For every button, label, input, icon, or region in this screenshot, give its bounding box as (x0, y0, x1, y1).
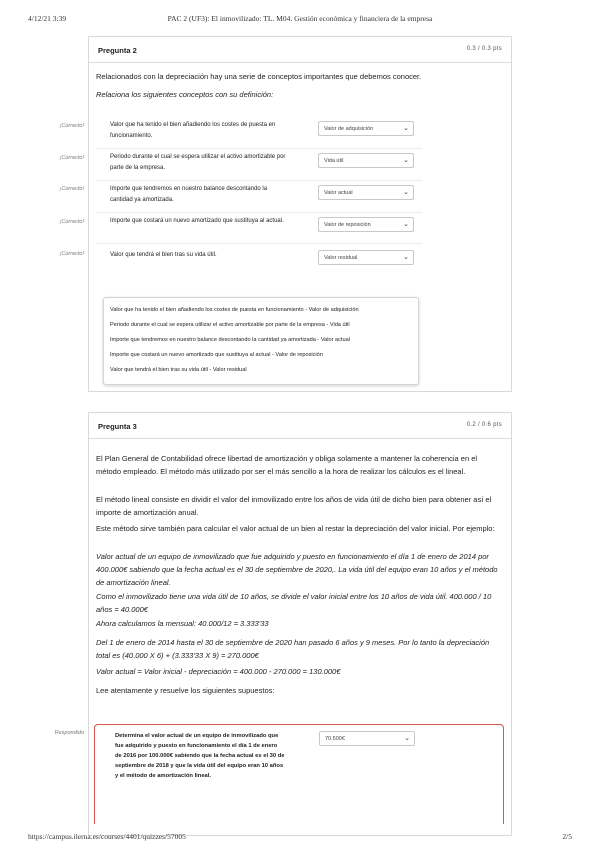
print-datetime: 4/12/21 3:39 (28, 14, 67, 23)
select-value: Valor de adquisición (324, 126, 374, 132)
question-3-example: Ahora calculamos la mensual: 40.000/12 = 3.333'33 (96, 619, 269, 628)
question-3-header (89, 413, 511, 439)
chevron-down-icon: ⌄ (403, 221, 409, 228)
chevron-down-icon: ⌄ (403, 189, 409, 196)
question-3-paragraph: Lee atentamente y resuelve los siguientes supuestos: (96, 686, 275, 695)
question-2-title: Pregunta 2 (98, 46, 137, 55)
print-page-number: 2/5 (562, 832, 572, 841)
question-3-paragraph: Este método sirve también para calcular el valor actual de un bien al restar la depreciación del valor inicial. Por ejemplo: (96, 524, 495, 533)
match-statement: Importe que tendremos en nuestro balance descontando la cantidad ya amortizada. (110, 186, 268, 203)
select-value: Valor residual (324, 255, 358, 261)
match-select[interactable] (318, 153, 414, 168)
answer-line: Valor que tendrá el bien tras su vida útil - Valor residual (110, 367, 247, 373)
question-2-header (89, 37, 511, 63)
question-3-score: 0.2 / 0.6 pts (466, 422, 502, 428)
answer-line: Valor que ha tenido el bien añadiendo los costes de puesta en funcionamiento - Valor de adquisición (110, 307, 359, 313)
sub-question-select[interactable] (319, 731, 415, 746)
question-2-intro: Relacionados con la depreciación hay una serie de conceptos importantes que debemos conocer. (96, 72, 422, 81)
row-5-status: ¡Correcto! (59, 251, 84, 257)
match-statement: Periodo durante el cual se espera utilizar el activo amortizable por parte de la empresa. (110, 154, 286, 171)
row-divider (96, 180, 422, 181)
match-select[interactable] (318, 121, 414, 136)
row-1-status: ¡Correcto! (59, 123, 84, 129)
select-value: 70.500€ (325, 736, 345, 742)
sub-question-statement: Determina el valor actual de un equipo de inmovilizado que fue adquirido y puesto en funcionamiento el día 1 de enero de 2016 por 100.000€ sabiendo que la fecha actual es el 30 de septiembre de 2018 y que la vida útil del equipo eran 10 años y el método de amortización lineal. (115, 733, 285, 779)
match-statement: Valor que tendrá el bien tras su vida útil. (110, 252, 217, 258)
question-3-paragraph: El Plan General de Contabilidad ofrece libertad de amortización y obliga solamente a mantener la coherencia en el método empleado. El método más utilizado por ser el más sencillo a la hora de realizar los cálculos es el lineal. (96, 454, 478, 476)
row-4-status: ¡Correcto! (59, 219, 84, 225)
chevron-down-icon: ⌄ (403, 125, 409, 132)
sub-question-status: Respondido (54, 730, 84, 736)
question-3-example: Valor actual = Valor inicial - depreciación = 400.000 - 270.000 = 130.000€ (96, 667, 341, 676)
row-2-status: ¡Correcto! (59, 155, 84, 161)
print-url: https://campus.ilerna.es/courses/4401/quizzes/57005 (28, 832, 186, 841)
print-title: PAC 2 (UF3): El inmovilizado: TL. M04. Gestión económica y financiera de la empresa (167, 14, 433, 23)
answer-line: Periodo durante el cual se espera utilizar el activo amortizable por parte de la empresa - Vida útil (110, 322, 350, 328)
sub-question-box (94, 724, 504, 824)
row-divider (96, 243, 422, 244)
question-3-example: Valor actual de un equipo de inmovilizado que fue adquirido y puesto en funcionamiento el día 1 de enero de 2014 por 400.000€ sabiendo que la fecha actual es el 30 de septiembre de 2020,. La vida útil del equipo eran 10 años y el método de amortización lineal. (96, 552, 498, 587)
chevron-down-icon: ⌄ (403, 254, 409, 261)
chevron-down-icon: ⌄ (404, 735, 410, 742)
match-select[interactable] (318, 250, 414, 265)
chevron-down-icon: ⌄ (403, 157, 409, 164)
select-value: Vida útil (324, 158, 344, 164)
question-3-example: Del 1 de enero de 2014 hasta el 30 de septiembre de 2020 han pasado 6 años y 9 meses. Por lo tanto la depreciación total es (40.000 X 6) + (3.333'33 X 9) = 270.000€ (96, 638, 490, 660)
question-2-score: 0.3 / 0.3 pts (466, 46, 502, 52)
select-value: Valor de reposición (324, 222, 371, 228)
match-select[interactable] (318, 217, 414, 232)
match-statement: Valor que ha tenido el bien añadiendo los costes de puesta en funcionamiento. (110, 122, 276, 139)
row-3-status: ¡Correcto! (59, 186, 84, 192)
match-select[interactable] (318, 185, 414, 200)
question-3-example: Como el inmovilizado tiene una vida útil de 10 años, se divide el valor inicial entre los 10 años de vida útil. 400.000 / 10 años = 40.000€ (96, 592, 492, 614)
correct-answers-box (103, 297, 419, 385)
question-2-instruction: Relaciona los siguientes conceptos con su definición: (96, 90, 274, 99)
row-divider (96, 212, 422, 213)
question-3-paragraph: El método lineal consiste en dividir el valor del inmovilizado entre los años de vida útil de dicho bien para obtener así el importe de amortización anual. (96, 495, 492, 517)
match-statement: Importe que costará un nuevo amortizado que sustituya al actual. (110, 218, 284, 224)
question-3-title: Pregunta 3 (98, 422, 137, 431)
row-divider (96, 148, 422, 149)
answer-line: Importe que costará un nuevo amortizado que sustituya al actual - Valor de reposición (110, 352, 323, 358)
select-value: Valor actual (324, 190, 353, 196)
answer-line: Importe que tendremos en nuestro balance descontando la cantidad ya amortizada - Valor actual (110, 337, 350, 343)
